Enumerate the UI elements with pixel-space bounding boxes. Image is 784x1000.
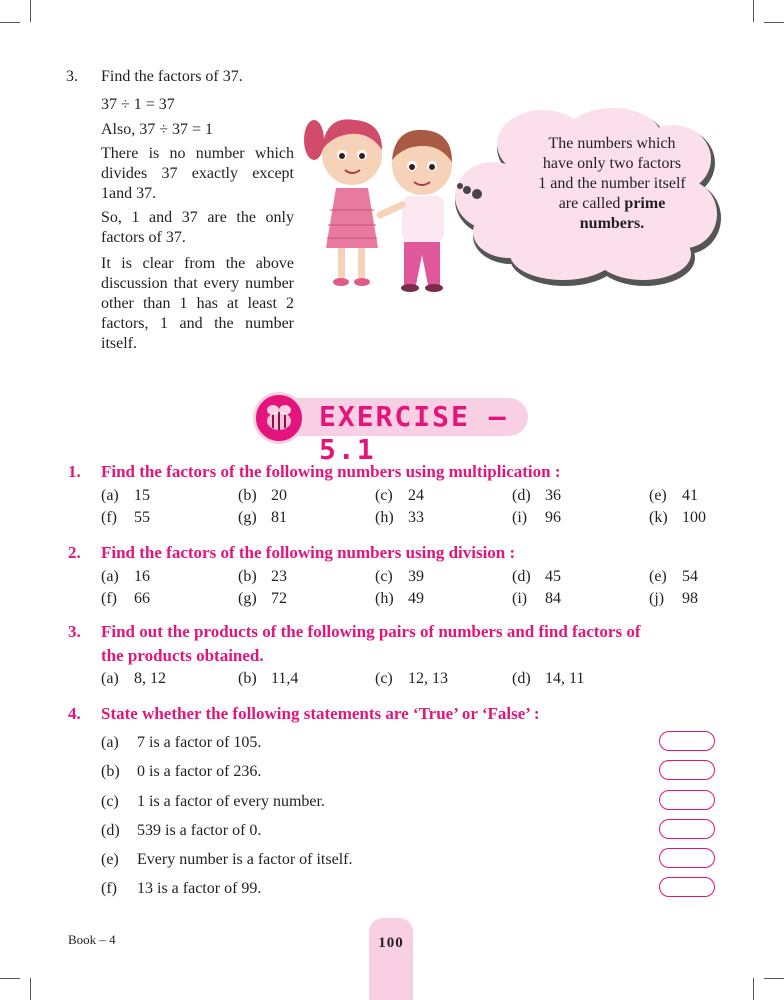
- item-label: (a): [101, 670, 119, 687]
- item-value: 16: [134, 568, 150, 585]
- page-number: 100: [378, 935, 404, 951]
- q1-number: 1.: [68, 462, 81, 481]
- answer-box[interactable]: [659, 790, 715, 810]
- example-line2: Also, 37 ÷ 37 = 1: [101, 121, 214, 138]
- list-item: [101, 589, 238, 609]
- item-value: 81: [271, 509, 287, 526]
- item-value: 49: [408, 590, 424, 607]
- item-value: 15: [134, 487, 150, 504]
- item-label: (b): [238, 487, 257, 504]
- item-label: (c): [375, 487, 393, 504]
- list-item: [512, 567, 649, 587]
- boy-figure: [380, 130, 452, 292]
- list-item: [375, 567, 512, 587]
- para3-text: It is clear from the above discussion that every number other than 1 has at least 2 factors, 1 and the number itself.: [101, 255, 294, 352]
- item-label: (d): [512, 568, 531, 585]
- item-label: (f): [101, 880, 117, 897]
- statement-text: Every number is a factor of itself.: [137, 851, 353, 868]
- list-item: [238, 669, 375, 689]
- q3-number: 3.: [68, 622, 81, 641]
- item-value: 20: [271, 487, 287, 504]
- item-label: (f): [101, 590, 117, 607]
- answer-box[interactable]: [659, 731, 715, 751]
- cloud-text-normal: The numbers which have only two factors 1 and the number itself are called: [538, 135, 686, 212]
- cloud-text-bold: prime numbers.: [579, 195, 666, 232]
- item-label: (e): [101, 851, 119, 868]
- item-value: 39: [408, 568, 424, 585]
- item-label: (g): [238, 509, 257, 526]
- item-label: (e): [649, 568, 667, 585]
- item-value: 84: [545, 590, 561, 607]
- item-label: (c): [375, 568, 393, 585]
- statement-item: [101, 879, 261, 899]
- q3-text-line2: the products obtained.: [101, 646, 264, 665]
- item-label: (g): [238, 590, 257, 607]
- item-label: (d): [101, 822, 120, 839]
- book-label: Book – 4: [68, 932, 116, 947]
- item-value: 100: [682, 509, 706, 526]
- answer-box[interactable]: [659, 760, 715, 780]
- item-label: (j): [649, 590, 665, 607]
- item-label: (h): [375, 590, 394, 607]
- bee-icon: [253, 392, 305, 444]
- item-value: 45: [545, 568, 561, 585]
- q2-row-1: [101, 567, 729, 587]
- item-label: (i): [512, 590, 528, 607]
- statement-item: [101, 733, 261, 753]
- answer-box[interactable]: [659, 848, 715, 868]
- q3-text-line1: Find out the products of the following pairs of numbers and find factors of: [101, 622, 641, 641]
- list-item: [649, 486, 729, 506]
- item-label: (e): [649, 487, 667, 504]
- item-value: 11,4: [271, 670, 299, 687]
- item-label: (c): [375, 670, 393, 687]
- example-heading: Find the factors of 37.: [101, 68, 243, 85]
- statement-item: [101, 762, 261, 782]
- statement-text: 1 is a factor of every number.: [137, 793, 325, 810]
- exercise-title: EXERCISE – 5.1: [319, 400, 508, 466]
- statement-text: 13 is a factor of 99.: [137, 880, 262, 897]
- q3-row-1: [101, 669, 649, 689]
- q4-text: State whether the following statements are ‘True’ or ‘False’ :: [101, 704, 540, 723]
- list-item: [375, 508, 512, 528]
- list-item: [238, 589, 375, 609]
- q2-number: 2.: [68, 543, 81, 562]
- cloud-text: [538, 134, 686, 234]
- item-value: 98: [682, 590, 698, 607]
- statement-text: 7 is a factor of 105.: [137, 734, 262, 751]
- answer-box[interactable]: [659, 819, 715, 839]
- item-label: (f): [101, 509, 117, 526]
- example-para2: [101, 208, 294, 248]
- example-number: 3.: [66, 68, 78, 85]
- example-line1: 37 ÷ 1 = 37: [101, 96, 175, 113]
- exercise-banner: [253, 392, 525, 466]
- item-value: 72: [271, 590, 287, 607]
- statement-item: [101, 792, 325, 812]
- item-label: (a): [101, 734, 119, 751]
- item-label: (a): [101, 568, 119, 585]
- item-label: (i): [512, 509, 528, 526]
- item-value: 23: [271, 568, 287, 585]
- children-illustration: [300, 110, 470, 300]
- para1-text: There is no number which divides 37 exactly except 1and 37.: [101, 145, 294, 202]
- item-label: (k): [649, 509, 668, 526]
- page-tab: [369, 918, 413, 1000]
- item-label: (h): [375, 509, 394, 526]
- list-item: [101, 508, 238, 528]
- item-value: 12, 13: [408, 670, 448, 687]
- item-value: 54: [682, 568, 698, 585]
- list-item: [238, 486, 375, 506]
- answer-box[interactable]: [659, 877, 715, 897]
- list-item: [238, 567, 375, 587]
- q1-row-1: [101, 486, 729, 506]
- item-label: (b): [101, 763, 120, 780]
- item-value: 24: [408, 487, 424, 504]
- item-label: (b): [238, 568, 257, 585]
- q2-row-2: [101, 589, 729, 609]
- statement-item: [101, 850, 352, 870]
- list-item: [649, 589, 729, 609]
- list-item: [238, 508, 375, 528]
- item-value: 14, 11: [545, 670, 585, 687]
- list-item: [512, 589, 649, 609]
- item-label: (b): [238, 670, 257, 687]
- item-value: 8, 12: [134, 670, 166, 687]
- item-value: 96: [545, 509, 561, 526]
- q1-row-2: [101, 508, 729, 528]
- item-value: 55: [134, 509, 150, 526]
- list-item: [101, 669, 238, 689]
- list-item: [512, 508, 649, 528]
- list-item: [101, 486, 238, 506]
- statement-text: 539 is a factor of 0.: [137, 822, 262, 839]
- q4-number: 4.: [68, 704, 81, 723]
- para2-text: So, 1 and 37 are the only factors of 37.: [101, 209, 294, 246]
- list-item: [375, 669, 512, 689]
- example-para3: [101, 254, 294, 354]
- list-item: [101, 567, 238, 587]
- item-value: 66: [134, 590, 150, 607]
- example-para1: [101, 144, 294, 204]
- statement-item: [101, 821, 261, 841]
- girl-figure: [304, 119, 382, 286]
- q1-text: Find the factors of the following numbers using multiplication :: [101, 462, 561, 481]
- list-item: [375, 589, 512, 609]
- item-label: (d): [512, 670, 531, 687]
- item-label: (d): [512, 487, 531, 504]
- list-item: [512, 669, 649, 689]
- list-item: [375, 486, 512, 506]
- list-item: [649, 508, 729, 528]
- list-item: [512, 486, 649, 506]
- statement-text: 0 is a factor of 236.: [137, 763, 262, 780]
- item-value: 41: [682, 487, 698, 504]
- item-value: 36: [545, 487, 561, 504]
- list-item: [649, 567, 729, 587]
- item-label: (a): [101, 487, 119, 504]
- item-label: (c): [101, 793, 119, 810]
- q2-text: Find the factors of the following numbers using division :: [101, 543, 516, 562]
- item-value: 33: [408, 509, 424, 526]
